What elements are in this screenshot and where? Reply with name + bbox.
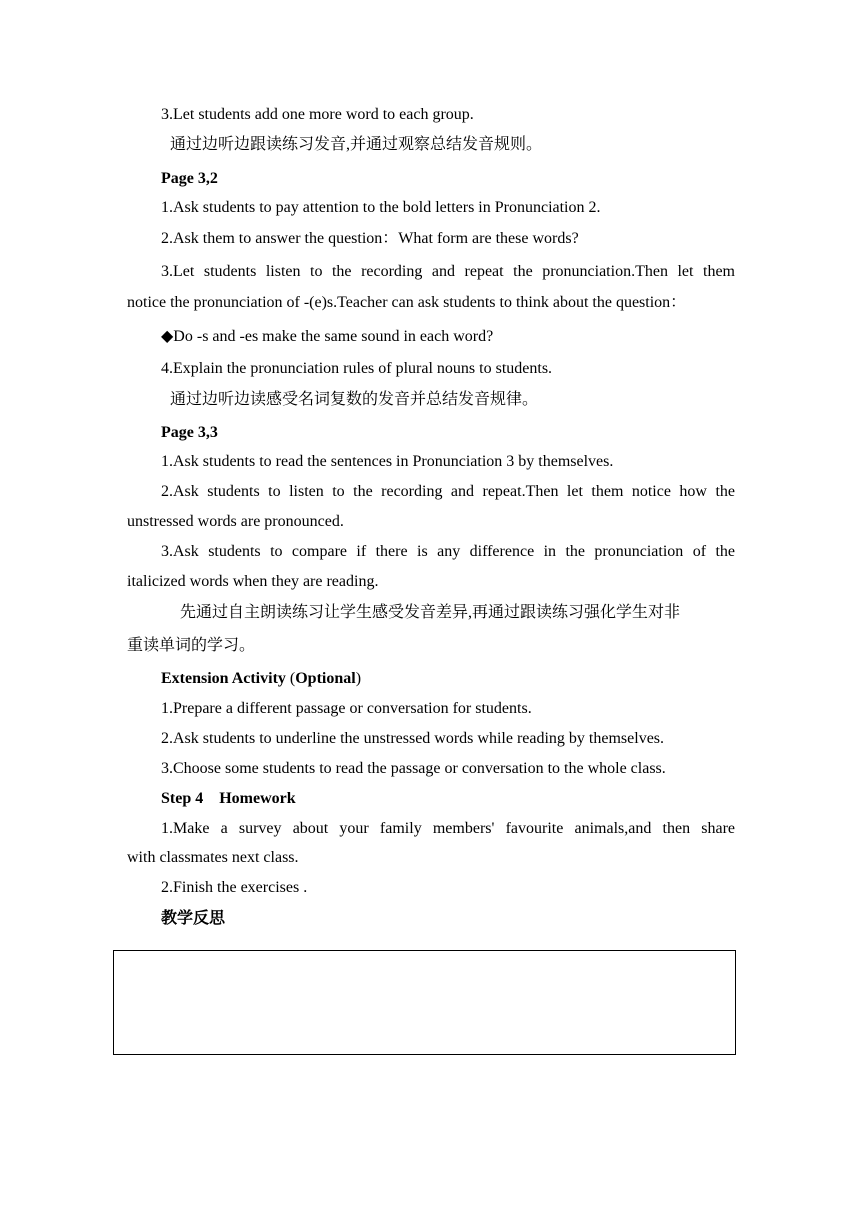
text-line: 2.Ask them to answer the question：What form are these words? [161,230,579,247]
text-line: italicized words when they are reading. [127,573,379,590]
text-line: 3.Ask students to compare if there is any difference in the pronunciation of the [161,543,735,560]
text-line-chinese: 先通过自主朗读练习让学生感受发音差异,再通过跟读练习强化学生对非 [180,604,681,621]
heading-paren-close: ) [355,670,362,687]
text-line-bullet: ◆Do -s and -es make the same sound in each word? [161,328,494,345]
text-line: 2.Finish the exercises . [161,879,308,896]
text-line: with classmates next class. [127,849,299,866]
section-heading: Page 3,3 [161,424,218,441]
section-heading: Step 4 Homework [161,790,296,807]
heading-paren-open: ( [285,670,296,687]
text-line: 1.Prepare a different passage or conversation for students. [161,700,532,717]
heading-main: Extension Activity [161,670,286,687]
text-line-chinese: 重读单词的学习。 [127,637,256,654]
text-line: 4.Explain the pronunciation rules of plural nouns to students. [161,360,553,377]
text-line: 3.Choose some students to read the passage or conversation to the whole class. [161,760,666,777]
reflection-box [113,950,736,1055]
text-line: 1.Ask students to read the sentences in Pronunciation 3 by themselves. [161,453,614,470]
text-line: 2.Ask students to listen to the recording and repeat.Then let them notice how the [161,483,735,500]
text-line: 1.Ask students to pay attention to the bold letters in Pronunciation 2. [161,199,601,216]
text-line: 1.Make a survey about your family members' favourite animals,and then share [161,820,735,837]
text-line-chinese: 通过边听边跟读练习发音,并通过观察总结发音规则。 [170,136,543,153]
text-line: 2.Ask students to underline the unstressed words while reading by themselves. [161,730,665,747]
text-line: 3.Let students add one more word to each group. [161,106,474,123]
text-line: 3.Let students listen to the recording and repeat the pronunciation.Then let them [161,263,735,280]
section-heading: 教学反思 [161,910,226,927]
text-line: unstressed words are pronounced. [127,513,344,530]
heading-optional: Optional [295,670,356,687]
section-heading [161,668,361,690]
text-line: notice the pronunciation of -(e)s.Teacher can ask students to think about the question： [127,294,687,311]
section-heading: Page 3,2 [161,170,218,187]
text-line-chinese: 通过边听边读感受名词复数的发音并总结发音规律。 [170,391,539,408]
